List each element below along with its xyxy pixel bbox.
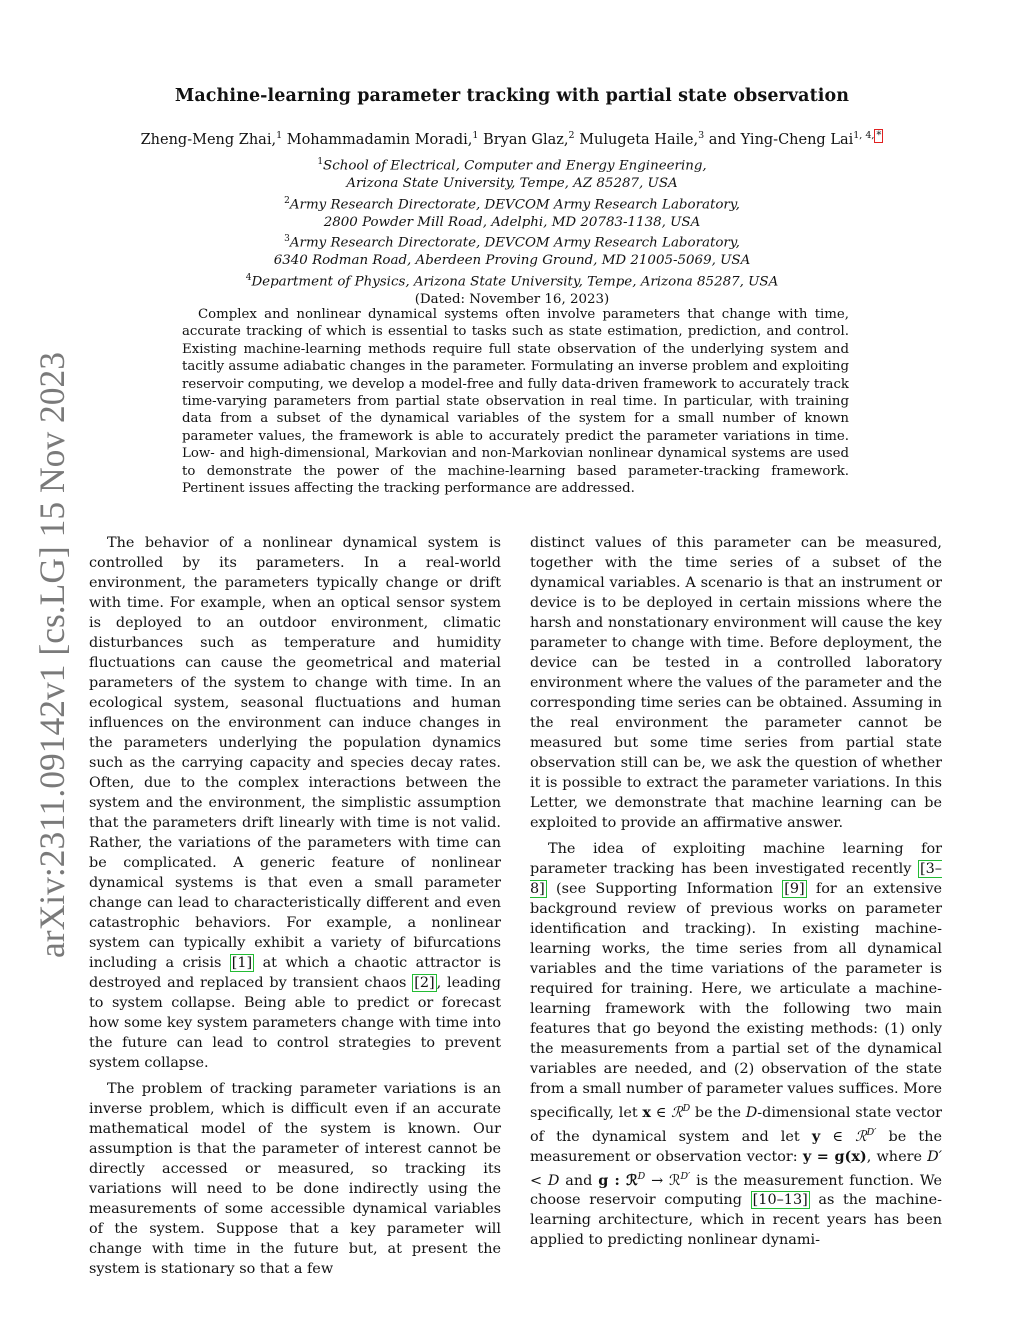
right-column: [530, 533, 942, 1256]
affiliation-line: 2800 Powder Mill Road, Adelphi, MD 20783-1138, USA: [323, 214, 701, 230]
affiliation-number: 1: [317, 157, 324, 167]
math-symbol: ℛ: [671, 1104, 683, 1121]
author-affiliation-mark: [853, 130, 883, 141]
math-symbol: ℛ: [855, 1128, 867, 1145]
author-name: Mulugeta Haile,: [574, 131, 699, 148]
affiliation-number: 3: [284, 234, 290, 245]
abstract: [182, 306, 849, 497]
affiliation-line: 6340 Rodman Road, Aberdeen Proving Ground, MD 21005-5069, USA: [273, 253, 751, 269]
affiliation-text: Army Research Directorate, DEVCOM Army Research Laboratory,: [289, 235, 740, 251]
paragraph-text: as the machine-learning architecture, which in recent years has been applied to predicting nonlinear dynami-: [530, 1192, 943, 1249]
citation-link[interactable]: [9]: [784, 881, 805, 897]
author-name: Mohammadamin Moradi,: [282, 131, 473, 148]
paragraph: The problem of tracking parameter variations is an inverse problem, which is difficult even if an accurate mathematical model of the system is known. Our assumption is that the parameter of interest cannot be directly accessed or measured, so tracking its variations will need to be done indirectly using the measurements of some accessible dynamical variables of the system. Suppose that a key parameter will change with time in the future but, at present the system is stationary so that a few: [89, 1081, 501, 1277]
paragraph-text: The behavior of a nonlinear dynamical system is controlled by its parameters. In a real-world environment, the parameters typically change or drift with time. For example, when an optical sensor system is deployed to an outdoor environment, climatic disturbances such as temperature and humidity fluctuations can cause the geometrical and material parameters of the system to change with time. In an ecological system, seasonal fluctuations and human influences on the environment can induce changes in the parameters underlying the population dynamics such as the carrying capacity and species decay rates. Often, due to the complex interactions between the system and the environment, the simplistic assumption that the parameters drift linearly with time is not valid. Rather, the variations of the parameters with time can be complicated. A generic feature of nonlinear dynamical systems is that even a small parameter change can lead to characteristically different and even catastrophic behaviors. For example, a nonlinear system can typically exhibit a variety of bifurcations including a crisis: [89, 535, 501, 971]
math-symbol: → ℛ: [645, 1172, 681, 1189]
citation-link[interactable]: [2]: [414, 975, 435, 991]
math-superscript: D: [682, 1103, 691, 1114]
author-affiliation-numbers: 1, 4,: [853, 130, 875, 141]
paper-title: Machine-learning parameter tracking with partial state observation: [174, 86, 850, 106]
author-name: and Ying-Cheng Lai: [704, 131, 854, 148]
paragraph-text: , leading to system collapse. Being able to predict or forecast how some key system parameters change with time into the future can lead to control strategies to prevent system collapse.: [89, 975, 501, 1071]
author-name: Zheng-Meng Zhai,: [140, 131, 277, 148]
affiliation-number: 4: [245, 272, 252, 283]
abstract-text: Complex and nonlinear dynamical systems often involve parameters that change with time, accurate tracking of which is essential to tasks such as state estimation, prediction, and control. Existing machine-learning methods require full state observation of the underlying system and tacitly assume adiabatic changes in the parameter. Formulating an inverse problem and exploiting reservoir computing, we develop a model-free and fully data-driven framework to accurately track time-varying parameters from partial state observation in real time. In particular, with training data from a subset of the dynamical variables of the system for a small number of known parameter values, the framework is able to accurately predict the parameter variations in time. Low- and high-dimensional, Markovian and non-Markovian nonlinear dynamical systems are used to demonstrate the power of the machine-learning based parameter-tracking framework. Pertinent issues affecting the tracking performance are addressed.: [182, 307, 849, 497]
affiliation-text: Army Research Directorate, DEVCOM Army Research Laboratory,: [289, 197, 740, 213]
author-affiliation-mark: 1: [472, 130, 479, 141]
math-superscript: D′: [866, 1126, 877, 1138]
author-name: Bryan Glaz,: [478, 131, 569, 148]
paragraph: distinct values of this parameter can be measured, together with the time series of a subset of the dynamical variables. A scenario is that an instrument or device is to be deployed in certain missions where the harsh and nonstationary environment will cause the key parameter to change with time. Before deployment, the device can be tested in a controlled laboratory environment where the values of the parameter and the corresponding time series can be obtained. Assuming in the real environment the parameter cannot be measured but some time series from partial state observation still can be, we ask the question of whether it is possible to extract the parameter variations. In this Letter, we demonstrate that machine learning can be exploited to provide an affirmative answer.: [530, 535, 942, 831]
citation-link[interactable]: [3–8]: [530, 861, 942, 897]
author-affiliation-mark: 2: [568, 130, 575, 141]
affiliation-number: 2: [284, 195, 290, 206]
corresponding-author-link[interactable]: *: [876, 130, 882, 141]
author-affiliation-mark: 1: [276, 130, 283, 141]
paragraph-text: and: [559, 1172, 599, 1189]
affiliation-line: [0, 154, 1024, 175]
paragraph-text: -dimensional state vector of the dynamical system and let: [530, 1104, 942, 1145]
arxiv-identifier-stamp: [18, 350, 78, 960]
math-vector-x: x: [642, 1103, 651, 1121]
arxiv-stamp-svg: [18, 350, 78, 960]
affiliation-text: Department of Physics, Arizona State University, Tempe, Arizona 85287, USA: [251, 274, 779, 290]
paragraph-text: , where: [866, 1148, 928, 1165]
math-equation: y = g(x): [802, 1147, 867, 1165]
math-vector-y: y: [811, 1127, 821, 1145]
arxiv-stamp-text: arXiv:2311.09142v1 [cs.LG] 15 Nov 2023: [32, 351, 72, 958]
author-affiliation-mark: 3: [698, 130, 705, 141]
paragraph-text: is the measurement function. We choose reservoir computing: [530, 1172, 942, 1209]
math-symbol: ∈: [650, 1104, 672, 1121]
math-symbol: ∈: [820, 1128, 856, 1145]
affiliation-line: [0, 193, 1024, 214]
paragraph: [530, 839, 942, 1250]
affiliation-line: [0, 231, 1024, 252]
math-function-g: g : ℛ: [598, 1171, 638, 1189]
paragraph-text: (see Supporting Information: [546, 881, 783, 897]
paragraph-text: The idea of exploiting machine learning for parameter tracking has been investigated recently: [530, 841, 942, 877]
left-column: [89, 533, 501, 1285]
citation-link[interactable]: [10–13]: [752, 1192, 808, 1209]
paragraph-text: be the measurement or observation vector:: [530, 1128, 942, 1165]
math-superscript: D′: [680, 1170, 691, 1182]
math-symbol: D: [745, 1104, 758, 1121]
citation-link[interactable]: [1]: [231, 955, 253, 971]
paragraph-text: be the: [690, 1104, 746, 1121]
affiliation-block: [0, 154, 1024, 309]
author-list: [0, 129, 1024, 148]
paragraph: [89, 533, 501, 1073]
math-inequality: D′ < D: [530, 1148, 942, 1189]
paragraph-text: at which a chaotic attractor is destroyed and replaced by transient chaos: [89, 955, 501, 991]
affiliation-line: Arizona State University, Tempe, AZ 85287, USA: [346, 176, 678, 192]
math-superscript: D: [637, 1170, 646, 1182]
paragraph-text: for an extensive background review of previous works on parameter identification and tracking). In existing machine-learning works, the time series from all dynamical variables and the time variations of the parameter is required for training. Here, we articulate a machine-learning framework with the following two main features that go beyond the existing methods: (1) only the measurements from a partial set of the dynamical variables are needed, and (2) observation of the state from a small number of parameter values suffices. More specifically, let: [530, 881, 942, 1121]
affiliation-text: School of Electrical, Computer and Energy Engineering,: [323, 158, 707, 174]
dated-line: (Dated: November 16, 2023): [414, 292, 610, 308]
affiliation-line: [0, 270, 1024, 291]
